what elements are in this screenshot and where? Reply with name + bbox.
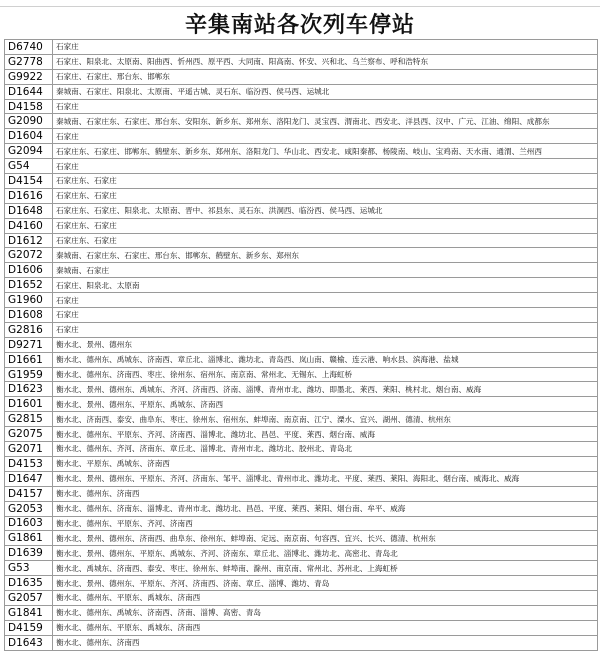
table-row — [5, 397, 598, 412]
stops-cell[interactable]: 秦城南、石家庄、阳泉北、太原南、平遥古城、灵石东、临汾西、侯马西、运城北 — [53, 84, 598, 99]
stops-cell[interactable]: 衡水北、平原东、禹城东、济南西 — [53, 456, 598, 471]
stops-cell[interactable]: 石家庄 — [53, 322, 598, 337]
stops-cell[interactable]: 石家庄东、石家庄、阳泉北、太原南、晋中、祁县东、灵石东、洪洞西、临汾西、侯马西、运城北 — [53, 203, 598, 218]
stops-cell[interactable]: 石家庄东、石家庄、邯郸东、鹤壁东、新乡东、郑州东、洛阳龙门、华山北、西安北、咸阳秦都、杨陵南、岐山、宝鸡南、天水南、通渭、兰州西 — [53, 144, 598, 159]
table-row — [5, 605, 598, 620]
train-number-cell[interactable]: D1623 — [5, 382, 53, 397]
table-body — [5, 40, 598, 651]
table-row — [5, 203, 598, 218]
table-row — [5, 278, 598, 293]
train-number-cell[interactable]: D4159 — [5, 620, 53, 635]
table-row — [5, 471, 598, 486]
table-row — [5, 546, 598, 561]
train-number-cell[interactable]: G2071 — [5, 442, 53, 457]
stops-cell[interactable]: 衡水北、德州东、济南西、枣庄、徐州东、宿州东、南京南、常州北、无锡东、上海虹桥 — [53, 367, 598, 382]
table-row — [5, 486, 598, 501]
train-number-cell[interactable]: G1959 — [5, 367, 53, 382]
train-number-cell[interactable]: D1652 — [5, 278, 53, 293]
stops-cell[interactable]: 石家庄 — [53, 40, 598, 55]
table-row — [5, 188, 598, 203]
table-row — [5, 84, 598, 99]
stops-cell[interactable]: 衡水北、景州、德州东、平原东、齐河、济南东、邹平、淄博北、青州市北、潍坊北、平度、莱西、莱阳、海阳北、烟台南、威海北、威海 — [53, 471, 598, 486]
stops-cell[interactable]: 衡水北、德州东、平原东、齐河、济南西 — [53, 516, 598, 531]
train-number-cell[interactable]: D1612 — [5, 233, 53, 248]
train-number-cell[interactable]: G2072 — [5, 248, 53, 263]
stops-cell[interactable]: 衡水北、德州东、平原东、禹城东、济南西 — [53, 620, 598, 635]
train-number-cell[interactable]: D1635 — [5, 576, 53, 591]
stops-cell[interactable]: 秦城南、石家庄东、石家庄、邢台东、安阳东、新乡东、郑州东、洛阳龙门、灵宝西、渭南北、西安北、洋县西、汉中、广元、江油、绵阳、成都东 — [53, 114, 598, 129]
stops-cell[interactable]: 衡水北、德州东、齐河、济南东、章丘北、淄博北、青州市北、潍坊北、胶州北、青岛北 — [53, 442, 598, 457]
table-row — [5, 218, 598, 233]
stops-cell[interactable]: 衡水北、景州、德州东、平原东、禹城东、齐河、济南东、章丘北、淄博北、潍坊北、高密北、青岛北 — [53, 546, 598, 561]
table-row — [5, 427, 598, 442]
train-number-cell[interactable]: G1841 — [5, 605, 53, 620]
stops-cell[interactable]: 衡水北、景州、德州东、平原东、齐河、济南西、济南、章丘、淄博、潍坊、青岛 — [53, 576, 598, 591]
table-row — [5, 531, 598, 546]
train-number-cell[interactable]: D1647 — [5, 471, 53, 486]
stops-cell[interactable]: 秦城南、石家庄 — [53, 263, 598, 278]
table-row — [5, 129, 598, 144]
stops-cell[interactable]: 衡水北、德州东、济南西 — [53, 635, 598, 650]
table-row — [5, 322, 598, 337]
table-row — [5, 308, 598, 323]
stops-cell[interactable]: 石家庄 — [53, 129, 598, 144]
train-number-cell[interactable]: D4154 — [5, 174, 53, 189]
train-number-cell[interactable]: G9922 — [5, 69, 53, 84]
table-row — [5, 69, 598, 84]
stops-cell[interactable]: 衡水北、德州东、济南西 — [53, 486, 598, 501]
stops-cell[interactable]: 石家庄 — [53, 99, 598, 114]
stops-cell[interactable]: 衡水北、德州东、禹城东、济南西、章丘北、淄博北、潍坊北、青岛西、岚山南、赣榆、连云港、响水县、滨海港、盐城 — [53, 352, 598, 367]
table-row — [5, 293, 598, 308]
train-number-cell[interactable]: D1643 — [5, 635, 53, 650]
train-number-cell[interactable]: D1616 — [5, 188, 53, 203]
train-number-cell[interactable]: G2090 — [5, 114, 53, 129]
train-number-cell[interactable]: D1661 — [5, 352, 53, 367]
page-title: 辛集南站各次列车停站 — [184, 12, 415, 38]
table-row — [5, 561, 598, 576]
table-row — [5, 516, 598, 531]
train-number-cell[interactable]: D4158 — [5, 99, 53, 114]
table-row — [5, 367, 598, 382]
stops-cell[interactable]: 衡水北、德州东、平原东、齐河、济南西、淄博北、潍坊北、昌邑、平度、莱西、烟台南、威海 — [53, 427, 598, 442]
train-number-cell[interactable]: D1603 — [5, 516, 53, 531]
table-row — [5, 99, 598, 114]
stops-cell[interactable]: 秦城南、石家庄东、石家庄、邢台东、邯郸东、鹤壁东、新乡东、郑州东 — [53, 248, 598, 263]
train-number-cell[interactable]: D6740 — [5, 40, 53, 55]
table-row — [5, 501, 598, 516]
table-row — [5, 233, 598, 248]
stops-cell[interactable]: 石家庄东、石家庄 — [53, 218, 598, 233]
stops-cell[interactable]: 衡水北、景州、德州东 — [53, 337, 598, 352]
table-row — [5, 263, 598, 278]
table-row — [5, 620, 598, 635]
train-number-cell[interactable]: G1861 — [5, 531, 53, 546]
train-number-cell[interactable]: D4153 — [5, 456, 53, 471]
stops-cell[interactable]: 石家庄、石家庄、邢台东、邯郸东 — [53, 69, 598, 84]
table-row — [5, 352, 598, 367]
table-row — [5, 412, 598, 427]
train-stop-table — [4, 39, 598, 651]
stops-cell[interactable]: 衡水北、禹城东、济南西、泰安、枣庄、徐州东、蚌埠南、滁州、南京南、常州北、苏州北、上海虹桥 — [53, 561, 598, 576]
stops-cell[interactable]: 衡水北、德州东、禹城东、济南西、济南、淄博、高密、青岛 — [53, 605, 598, 620]
train-number-cell[interactable]: D1606 — [5, 263, 53, 278]
train-number-cell[interactable]: D4157 — [5, 486, 53, 501]
stops-cell[interactable]: 石家庄、阳泉北、太原南、阳曲西、忻州西、原平西、大同南、阳高南、怀安、兴和北、乌兰察布、呼和浩特东 — [53, 54, 598, 69]
train-number-cell[interactable]: G2057 — [5, 590, 53, 605]
train-number-cell[interactable]: G54 — [5, 159, 53, 174]
table-row — [5, 576, 598, 591]
table-row — [5, 114, 598, 129]
train-number-cell[interactable]: D1644 — [5, 84, 53, 99]
stops-cell[interactable]: 衡水北、景州、德州东、禹城东、齐河、济南西、济南、淄博、青州市北、潍坊、即墨北、莱西、莱阳、桃村北、烟台南、威海 — [53, 382, 598, 397]
table-row — [5, 174, 598, 189]
stops-cell[interactable]: 石家庄 — [53, 308, 598, 323]
train-number-cell[interactable]: G2778 — [5, 54, 53, 69]
stops-cell[interactable]: 衡水北、济南西、泰安、曲阜东、枣庄、徐州东、宿州东、蚌埠南、南京南、江宁、溧水、宜兴、湖州、德清、杭州东 — [53, 412, 598, 427]
train-number-cell[interactable]: D9271 — [5, 337, 53, 352]
stops-cell[interactable]: 石家庄 — [53, 159, 598, 174]
stops-cell[interactable]: 石家庄东、石家庄 — [53, 233, 598, 248]
table-row — [5, 590, 598, 605]
stops-cell[interactable]: 石家庄东、石家庄 — [53, 174, 598, 189]
table-row — [5, 40, 598, 55]
table-row — [5, 54, 598, 69]
stops-cell[interactable]: 衡水北、德州东、平原东、禹城东、济南西 — [53, 590, 598, 605]
table-row — [5, 442, 598, 457]
train-number-cell[interactable]: G2816 — [5, 322, 53, 337]
train-number-cell[interactable]: G53 — [5, 561, 53, 576]
train-number-cell[interactable]: G2053 — [5, 501, 53, 516]
train-number-cell[interactable]: G2094 — [5, 144, 53, 159]
table-row — [5, 635, 598, 650]
table-row — [5, 159, 598, 174]
train-number-cell[interactable]: G2815 — [5, 412, 53, 427]
table-row — [5, 337, 598, 352]
stops-cell[interactable]: 衡水北、景州、德州东、平原东、禹城东、济南西 — [53, 397, 598, 412]
train-number-cell[interactable]: D1601 — [5, 397, 53, 412]
train-number-cell[interactable]: D1648 — [5, 203, 53, 218]
stops-cell[interactable]: 石家庄、阳泉北、太原南 — [53, 278, 598, 293]
sheet-top-strip — [0, 0, 600, 7]
stops-cell[interactable]: 石家庄东、石家庄 — [53, 188, 598, 203]
train-number-cell[interactable]: D4160 — [5, 218, 53, 233]
train-number-cell[interactable]: D1639 — [5, 546, 53, 561]
train-number-cell[interactable]: D1608 — [5, 308, 53, 323]
stops-cell[interactable]: 石家庄 — [53, 293, 598, 308]
stops-cell[interactable]: 衡水北、景州、德州东、济南西、曲阜东、徐州东、蚌埠南、定远、南京南、句容西、宜兴、长兴、德清、杭州东 — [53, 531, 598, 546]
table-row — [5, 248, 598, 263]
table-row — [5, 456, 598, 471]
train-number-cell[interactable]: G2075 — [5, 427, 53, 442]
train-number-cell[interactable]: G1960 — [5, 293, 53, 308]
train-number-cell[interactable]: D1604 — [5, 129, 53, 144]
stops-cell[interactable]: 衡水北、德州东、济南东、淄博北、青州市北、潍坊北、昌邑、平度、莱西、莱阳、烟台南、牟平、威海 — [53, 501, 598, 516]
table-row — [5, 144, 598, 159]
table-row — [5, 382, 598, 397]
